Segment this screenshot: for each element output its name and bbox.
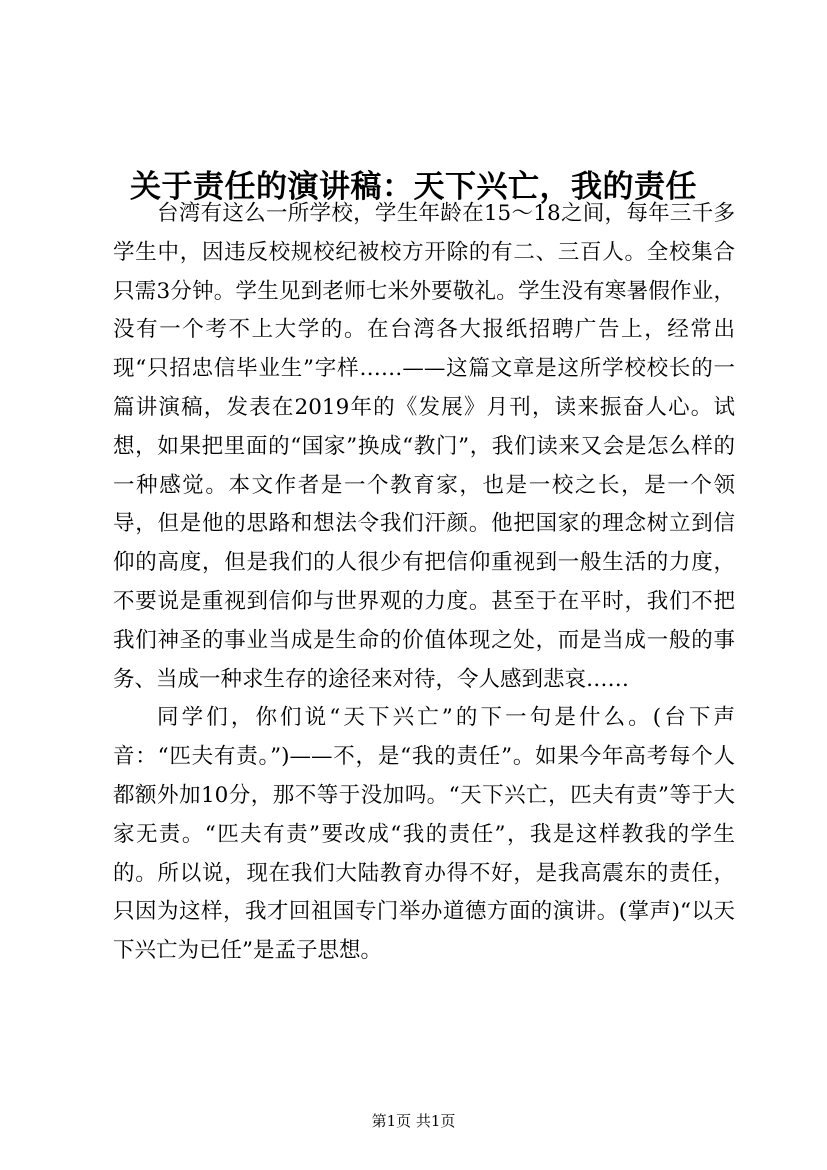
paragraph-1: 台湾有这么一所学校，学生年龄在15～18之间，每年三千多学生中，因违反校规校纪被校方开除的有二、三百人。全校集合只需3分钟。学生见到老师七米外要敬礼。学生没有寒暑假作业，没有一个考不上大学的。在台湾各大报纸招聘广告上，经常出现“只招忠信毕业生”字样……——这篇文章是这所学校校长的一篇讲演稿，发表在2019年的《发展》月刊，读来振奋人心。试想，如果把里面的“国家”换成“教门”，我们读来又会是怎么样的一种感觉。本文作者是一个教育家，也是一校之长，是一个领导，但是他的思路和想法令我们汗颜。他把国家的理念树立到信仰的高度，但是我们的人很少有把信仰重视到一般生活的力度，不要说是重视到信仰与世界观的力度。甚至于在平时，我们不把我们神圣的事业当成是生命的价值体现之处，而是当成一般的事务、当成一种求生存的途径来对待，令人感到悲哀…… <box>113 201 735 692</box>
paragraph-2: 同学们，你们说“天下兴亡”的下一句是什么。(台下声音：“匹夫有责。”)——不，是“我的责任”。如果今年高考每个人都额外加10分，那不等于没加吗。“天下兴亡，匹夫有责”等于大家无责。“匹夫有责”要改成“我的责任”，我是这样教我的学生的。所以说，现在我们大陆教育办得不好，是我高震东的责任，只因为这样，我才回祖国专门举办道德方面的演讲。(掌声)“以天下兴亡为已任”是孟子思想。 <box>113 705 735 964</box>
page-footer: 第1页 共1页 <box>371 1112 456 1130</box>
document-title: 关于责任的演讲稿：天下兴亡，我的责任 <box>130 168 697 205</box>
document-body <box>113 195 735 971</box>
